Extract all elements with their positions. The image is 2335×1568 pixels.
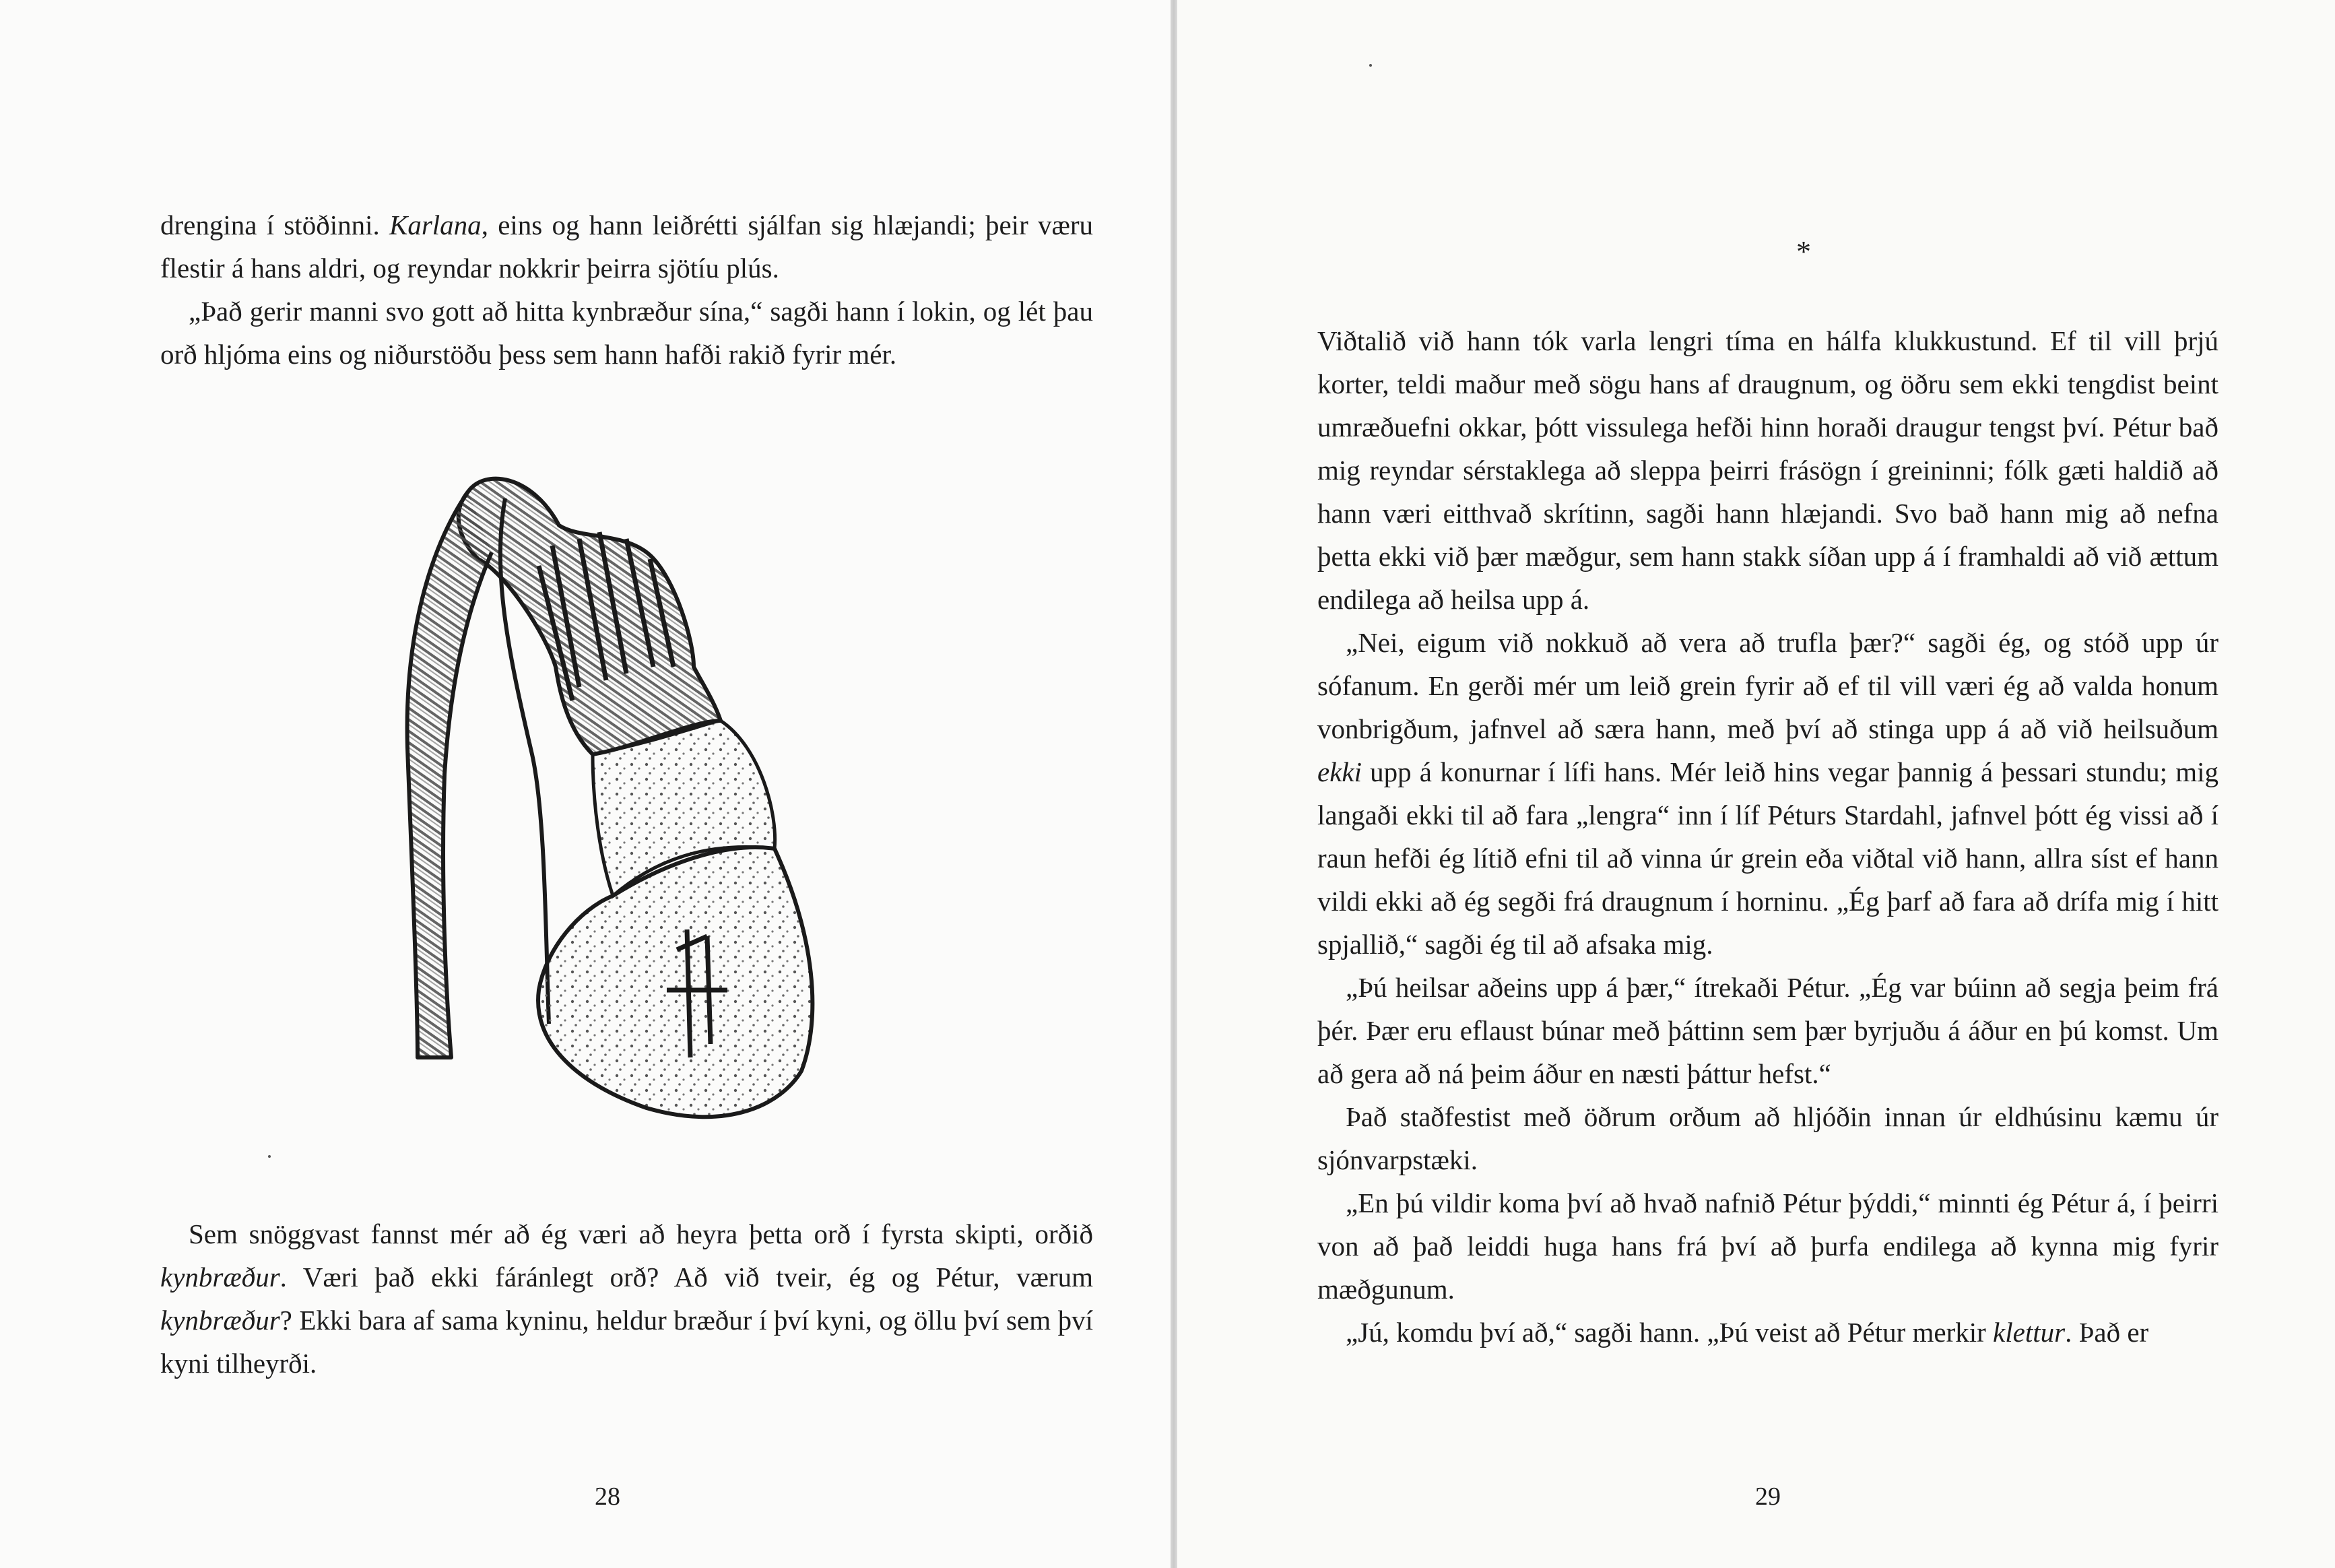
paragraph: Viðtalið við hann tók varla lengri tíma en hálfa klukkustund. Ef til vill þrjú korter, teldi maður með sögu hans af draugnum, og öðru sem ekki tengdist beint umræðuefni okkar, þótt vissulega hefði hinn horaði draugur tengst því. Pétur bað mig reyndar sérstaklega að sleppa þeirri frásögn í greininni; fólk gæti haldið að hann væri eitthvað skrítinn, sagði hann hlæjandi. Svo bað hann mig að nefna þetta ekki við þær mæðgur, sem hann stakk síðan upp á í framhaldi að við ættum endilega að heilsa upp á. — [1317, 325, 2218, 615]
right-text — [1317, 319, 2218, 1354]
paragraph: „Þú heilsar aðeins upp á þær,“ ítrekaði Pétur. „Ég var búinn að segja þeim frá þér. Þær eru eflaust búnar með þáttinn sem þær byrjuðu á áður en þú komst. Um að gera að ná þeim áður en næsti þáttur hefst.“ — [1317, 972, 2218, 1089]
right-page — [1177, 0, 2335, 1568]
paragraph: Sem snöggvast fannst mér að ég væri að heyra þetta orð í fyrsta skipti, orðið kynbræður. Væri það ekki fáránlegt orð? Að við tveir, ég og Pétur, værum kynbræður? Ekki bara af sama kyninu, heldur bræður í því kyni, og öllu því sem því kyni tilheyrði. — [160, 1218, 1093, 1379]
paragraph: „En þú vildir koma því að hvað nafnið Pétur þýddi,“ minnti ég Pétur á, í þeirri von að það leiddi huga hans frá því að þurfa endilega að kynna mig fyrir mæðgunum. — [1317, 1187, 2218, 1305]
paragraph: drengina í stöðinni. Karlana, eins og hann leiðrétti sjálfan sig hlæjandi; þeir væru flestir á hans aldri, og reyndar nokkrir þeirra sjötíu plús. — [160, 209, 1093, 284]
paragraph: „Nei, eigum við nokkuð að vera að trufla þær?“ sagði ég, og stóð upp úr sófanum. En gerði mér um leið grein fyrir að ef til vill væri ég að valda honum vonbrigðum, jafnvel að særa hann, með því að stinga upp á að við heilsuðum ekki upp á konurnar í lífi hans. Mér leið hins vegar þannig á þessari stundu; mig langaði ekki til að fara „lengra“ inn í líf Péturs Stardahl, jafnvel þótt ég vissi að í raun hefði ég lítið efni til að vinna úr grein eða viðtal við hann, allra síst ef hann vildi ekki að ég segði frá draugnum í horninu. „Ég þarf að fara að drífa mig í hitt spjallið,“ sagði ég til að afsaka mig. — [1317, 627, 2218, 960]
gutter — [1171, 0, 1177, 1568]
paragraph: „Jú, komdu því að,“ sagði hann. „Þú veist að Pétur merkir klettur. Það er — [1346, 1317, 2149, 1348]
paragraph: „Það gerir manni svo gott að hitta kynbræður sína,“ sagði hann í lokin, og lét þau orð hljóma eins og niðurstöðu þess sem hann hafði rakið fyrir mér. — [160, 296, 1093, 370]
italic-term: Karlana — [389, 209, 482, 240]
italic-term: kynbræður — [160, 1262, 280, 1293]
hat-drawing — [377, 465, 896, 1145]
paragraph: Það staðfestist með öðrum orðum að hljóðin innan úr eldhúsinu kæmu úr sjónvarpstæki. — [1317, 1101, 2218, 1175]
page-number: 29 — [1755, 1482, 1781, 1511]
pompom-and-crown — [459, 479, 721, 754]
section-break: * — [1796, 235, 1811, 268]
left-strap — [407, 492, 492, 1057]
italic-term: kynbræður — [160, 1305, 280, 1336]
brim-loop — [538, 847, 812, 1117]
page-number: 28 — [595, 1482, 620, 1511]
italic-term: ekki — [1317, 756, 1362, 787]
left-text-top — [160, 203, 1093, 376]
left-text-bottom — [160, 1212, 1093, 1385]
italic-term: klettur — [1993, 1317, 2066, 1348]
